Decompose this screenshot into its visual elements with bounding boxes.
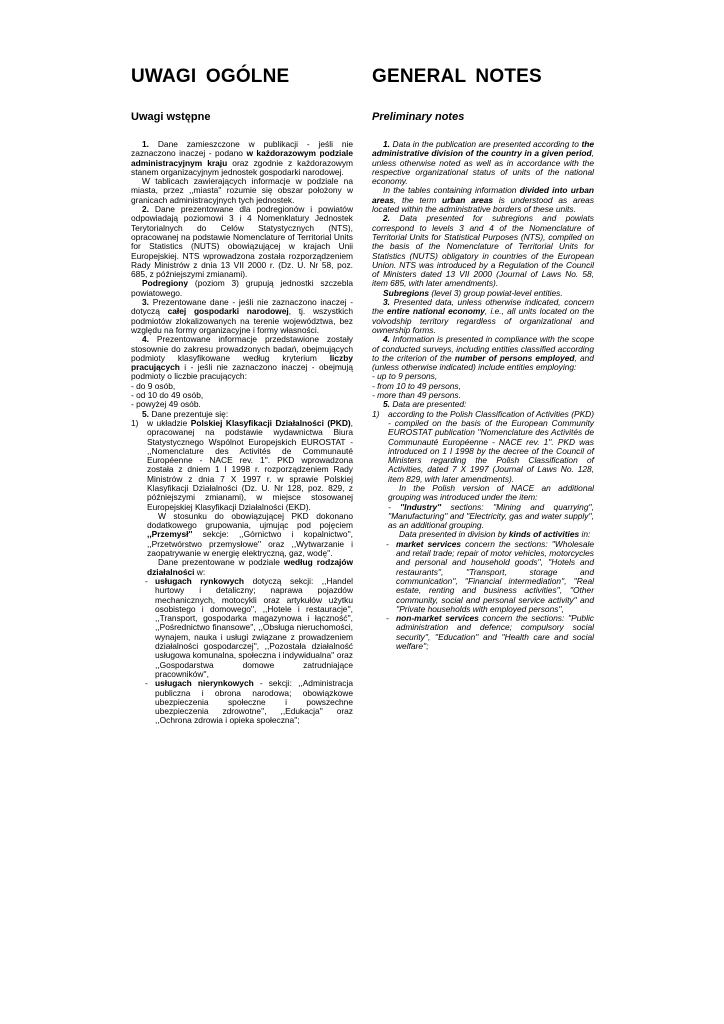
subitem-text: usługach nierynkowych - sekcji: ,,Administracja publiczna i obrona narodowa; obowiązkowe ubezpieczenia społeczne i powszechne ubezpieczenia zdrowotne'', ,,Edukacja'' oraz ,,Ochrona zdrowia i opieka społeczna'';	[155, 678, 353, 726]
paragraph: In the Polish version of NACE an additional grouping was introduced under the item:	[388, 482, 594, 503]
paragraph: W stosunku do obowiązującej PKD dokonano dodatkowego grupowania, ujmując pod pojęciem ,,Przemysł'' sekcje: ,,Górnictwo i kopalnictwo'', ,,Przetwórstwo przemysłowe'' oraz ,,Wytwarzanie i zaopatrywanie w energię elektryczną, gaz, wodę''.	[147, 510, 353, 559]
paragraph: 3. Presented data, unless otherwise indicated, concern the entire national economy, i.e., all units located on the voivodship territory regardless of organizational and ownership forms.	[372, 297, 594, 335]
body-text-en	[372, 140, 594, 651]
dash-item: - from 10 to 49 persons,	[372, 380, 461, 391]
page-title-pl: UWAGI OGÓLNE	[131, 66, 290, 87]
item-text: w układzie Polskiej Klasyfikacji Działalności (PKD), opracowanej na podstawie wydawnictwa Biura Statystycznego Wspólnot Europejskich EUROSTAT - ,,Nomenclature des Activités de Communauté Européenne - NACE rev. 1''. PKD wprowadzona została z dniem 1 I 1998 r. rozporządzeniem Rady Ministrów z dnia 7 X 1997 r. w sprawie Polskiej Klasyfikacji Działalności (Dz. U. Nr 128, poz. 829, z późniejszymi zmianami), w miejsce stosowanej Europejskiej Klasyfikacji Działalności (EKD).	[147, 417, 353, 512]
numbered-item	[131, 419, 353, 512]
item-text: according to the Polish Classification of Activities (PKD) - compiled on the basis of the European Community EUROSTAT publication ''Nomenclature des Activités de Communauté Européenne - NACE rev. 1''. PKD was introduced on 1 I 1998 by the decree of the Council of Ministers regarding the Polish Classification of Activities, dated 7 X 1997 (Journal of Laws No. 128, item 829, with later amendments).	[388, 408, 594, 484]
section-heading-en: Preliminary notes	[372, 111, 465, 123]
paragraph: 3. Prezentowane dane - jeśli nie zaznaczono inaczej - dotyczą całej gospodarki narodowej, tj. wszystkich podmiotów zlokalizowanych na terenie województwa, bez względu na formy organizacyjne i formy własności.	[131, 297, 353, 335]
paragraph: 4. Information is presented in compliance with the scope of conducted surveys, including entities classified according to the criterion of the number of persons employed, and (unless otherwise indicated) include entities employing:	[372, 334, 594, 373]
paragraph: 2. Data presented for subregions and powiats correspond to levels 3 and 4 of the Nomenclature of Territorial Units for Statistical Purposes (NTS), compiled on the basis of the Nomenclature of Territorial Units for Statistics (NUTS) obligatory in countries of the European Union. NTS was introduced by a Regulation of the Council of Ministers dated 13 VII 2000 (Journal of Laws No. 58, item 685, with later amendments).	[372, 213, 594, 289]
paragraph: Dane prezentowane w podziale według rodzajów działalności w:	[147, 557, 353, 577]
dash-subitem: - usługach nierynkowych - sekcji: ,,Administracja publiczna i obrona narodowa; obowiązkowe ubezpieczenia społeczne i powszechne ubezpieczenia zdrowotne'', ,,Edukacja'' oraz ,,Ochrona zdrowia i opieka społeczna'';	[145, 678, 353, 726]
paragraph: - ''Industry'' sections: ''Mining and quarrying'', ''Manufacturing'' and ''Electricity, gas and water supply'', as an additional grouping.	[388, 501, 595, 531]
dash-item: - od 10 do 49 osób,	[131, 390, 204, 401]
item-marker: 1)	[372, 408, 380, 419]
section-heading-pl: Uwagi wstępne	[131, 111, 211, 123]
english-column	[372, 66, 594, 651]
body-text-pl	[131, 140, 353, 726]
paragraph: 1. Dane zamieszczone w publikacji - jeśli nie zaznaczono inaczej - podano w każdorazowym podziale administracyjnym kraju oraz zgodnie z każdorazowym stanem organizacyjnym jednostek gospodarki narodowej.	[131, 139, 354, 177]
paragraph: Subregions (level 3) group powiat-level entities.	[383, 287, 563, 298]
subitem-text: market services concern the sections: ''Wholesale and retail trade; repair of motor vehicles, motorcycles and personal and household goods'', ''Hotels and restaurants'', ''Transport, storage and communication'', ''Financial intermediation'', ''Real estate, renting and business activities'', ''Other community, social and personal service activity'' and ''Private households with employed persons'',	[396, 538, 594, 614]
dash-item: - do 9 osób,	[131, 380, 176, 391]
paragraph: 5. Dane prezentuje się:	[142, 408, 229, 419]
paragraph: Podregiony (poziom 3) grupują jednostki szczebla powiatowego.	[131, 278, 353, 298]
subitem-text: non-market services concern the sections: ''Public administration and defence; compulsory social security'', ''Education'' and ''Health care and social welfare'';	[396, 613, 594, 652]
dash-subitem: - non-market services concern the sections: ''Public administration and defence; compulsory social security'', ''Education'' and ''Health care and social welfare'';	[386, 613, 594, 652]
dash-subitem: - market services concern the sections: ''Wholesale and retail trade; repair of motor vehicles, motorcycles and personal and household goods'', ''Hotels and restaurants'', ''Transport, storage and communication'', ''Financial intermediation'', ''Real estate, renting and business activities'', ''Other community, social and personal service activity'' and ''Private households with employed persons'',	[386, 538, 594, 614]
polish-column	[131, 66, 353, 726]
paragraph: 5. Data are presented:	[383, 399, 467, 410]
item-marker: 1)	[131, 417, 139, 428]
page-title-en: GENERAL NOTES	[372, 66, 542, 87]
paragraph: In the tables containing information divided into urban areas, the term urban areas is understood as areas located within the administrative borders of these units.	[372, 185, 595, 215]
dash-item: - more than 49 persons.	[372, 390, 461, 401]
subitem-text: usługach rynkowych dotyczą sekcji: ,,Handel hurtowy i detaliczny; naprawa pojazdów mechanicznych, motocykli oraz artykułów użytku osobistego i domowego'', ,,Hotele i restauracje'', ,,Transport, gospodarka magazynowa i łączność'', ,,Pośrednictwo finansowe'', ,,Obsługa nieruchomości, wynajem, nauka i usługi związane z prowadzeniem działalności gospodarczej'', ,,Pozostała działalność usługowa komunalna, społeczna i indywidualna'' oraz ,,Gospodarstwa domowe zatrudniające pracowników'',	[155, 575, 354, 679]
numbered-item	[372, 410, 594, 484]
dash-item: - up to 9 persons,	[372, 371, 438, 382]
paragraph: Data presented in division by kinds of activities in:	[399, 529, 591, 540]
paragraph: 4. Prezentowane informacje przedstawione zostały stosownie do zakresu prowadzonych badań, obejmujących podmioty klasyfikowane według kryterium liczby pracujących i - jeśli nie zaznaczono inaczej - obejmują podmioty o liczbie pracujących:	[131, 334, 353, 382]
paragraph: 1. Data in the publication are presented according to the administrative division of the country in a given period, unless otherwise noted as well as in accordance with the respective organizational status of units of the national economy.	[372, 139, 594, 187]
dash-item: - powyżej 49 osób.	[131, 399, 201, 410]
paragraph: W tablicach zawierających informacje w podziale na miasta, przez ,,miasta'' rozumie się obszar położony w granicach administracyjnych tych jednostek.	[131, 176, 353, 205]
paragraph: 2. Dane prezentowane dla podregionów i powiatów odpowiadają poziomowi 3 i 4 Nomenklatury Jednostek Terytorialnych do Celów Statystycznych (NTS), opracowanej na podstawie Nomenclature of Territorial Units for Statistics (NUTS) obowiązującej w krajach Unii Europejskiej. NTS wprowadzona została rozporządzeniem Rady Ministrów z dnia 13 VII 2000 r. (Dz. U. Nr 58, poz. 685, z późniejszymi zmianami).	[131, 204, 353, 280]
dash-subitem: - usługach rynkowych dotyczą sekcji: ,,Handel hurtowy i detaliczny; naprawa pojazdów mechanicznych, motocykli oraz artykułów użytku osobistego i domowego'', ,,Hotele i restauracje'', ,,Transport, gospodarka magazynowa i łączność'', ,,Pośrednictwo finansowe'', ,,Obsługa nieruchomości, wynajem, nauka i usługi związane z prowadzeniem działalności gospodarczej'', ,,Pozostała działalność usługowa komunalna, społeczna i indywidualna'' oraz ,,Gospodarstwa domowe zatrudniające pracowników'',	[145, 575, 354, 679]
